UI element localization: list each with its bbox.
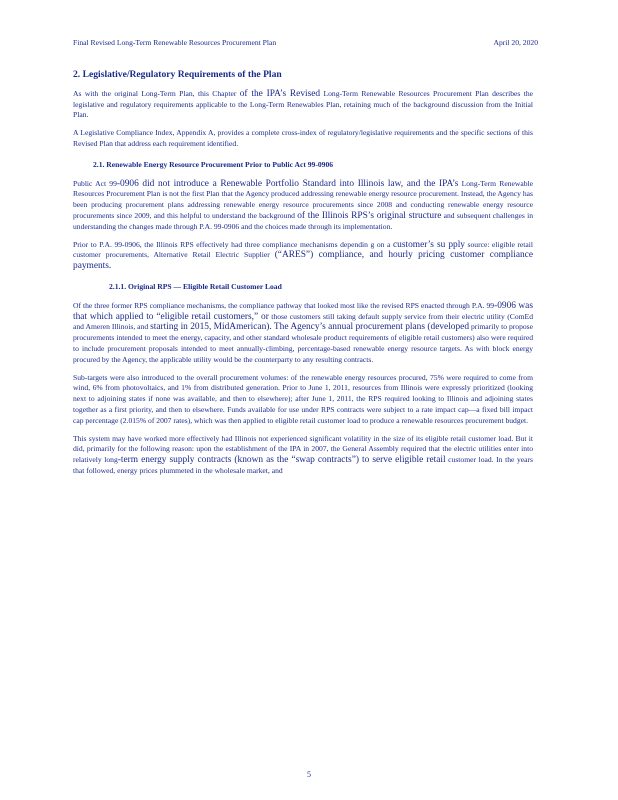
text-run: Long-Term Renewable Resources Procurement Plan is not the first Plan that the Agency produced addressing renewable energy resource procurement. Instead, the Agency has been producing procurement plans addressing renewable energy resource procurements since 2008 and conducting renewable energy resource procurements since 2009, and this helpful to understand the background xyxy=(73,178,533,220)
text-run: customer load. In the years that followed, energy prices plummeted in the wholesale market, and xyxy=(73,455,533,475)
subsubsection-paragraph-2: Sub-targets were also introduced to the overall procurement volumes: of the renewable energy resources procured, 75% were required to come from wind, 6% from photovoltaics, and 1% from distributed generation. Prior to June 1, 2011, resources from Illinois were expressly prioritized (looking next to adjoining states if none was available, and then to elsewhere); after June 1, 2011, the RPS required looking to Illinois and adjoining states together as a first priority, and then to elsewhere. Funds available for use under RPS contracts were subject to a rate impact cap—a fixed bill impact cap percentage (2.015% of 2007 rates), which was then applied to eligible retail customer load to produce a renewable resources procurement budget. xyxy=(73,372,533,425)
text-run-large: -0906 was that which applied to “eligible retail customers,” or xyxy=(73,300,533,322)
text-run-large: (“ARES”) compliance, and hourly pricing customer compliance payments. xyxy=(73,250,533,272)
text-run: As with the original Long-Term Plan, this Chapter xyxy=(73,88,240,98)
text-run: Of the three former RPS compliance mechanisms, the compliance pathway that looked most like the revised RPS enacted through P.A. 99 xyxy=(73,300,495,310)
subsection-heading: 2.1. Renewable Energy Resource Procurement Prior to Public Act 99-0906 xyxy=(93,159,334,169)
header-date: April 20, 2020 xyxy=(493,38,538,47)
text-run-large: -0906 did not introduce a Renewable Portfolio Standard into Illinois law, and the IPA’s xyxy=(116,178,459,189)
page-number: 5 xyxy=(307,770,311,779)
text-run: Public Act 99 xyxy=(73,178,117,188)
text-run: primarily to propose procurements intended to meet the energy, capacity, and other standard wholesale product requirements of eligible retail customers) also were required to include procurement proposals intended to meet annually-climbing, percentage-based renewable energy resource targets. As with block energy procured by the Agency, the applicable utility would be the counterparty to any resulting contracts. xyxy=(73,322,534,364)
text-run-large: starting in 2015, MidAmerican). The Agency’s annual procurement plans (developed xyxy=(150,322,470,333)
text-run: those customers still taking default supply service from their electric utility (ComEd and Ameren Illinois, and xyxy=(73,311,533,332)
text-run-large: of the Illinois RPS’s original structure xyxy=(297,210,442,221)
header-document-title: Final Revised Long-Term Renewable Resources Procurement Plan xyxy=(73,38,277,47)
text-run-large: -term energy supply contracts (known as the “swap contracts”) to serve eligible retail xyxy=(117,455,446,466)
text-run: source: eligible retail customer procurements, Alternative Retail Electric Supplier xyxy=(73,239,533,260)
subsubsection-paragraph-1 xyxy=(73,301,533,366)
running-header xyxy=(73,38,538,47)
text-run: Prior to P.A. 99-0906, the Illinois RPS effectively had three compliance mechanisms dependin g on a xyxy=(73,239,393,249)
text-run: Long-Term Renewable Resources Procurement Plan describes the legislative and regulatory requirements applicable to the Long-Term Renewables Plan, retaining much of the background discussion from the Initial Plan. xyxy=(73,88,534,120)
text-run: This system may have worked more effectively had Illinois not experienced significant volatility in the size of its eligible retail customer load. But it did, primarily for the following reason: upon the establishment of the IPA in 2007, the General Assembly required that the electric utilities enter into relatively long xyxy=(73,433,533,465)
document-body xyxy=(73,70,533,484)
subsubsection-heading: 2.1.1. Original RPS — Eligible Retail Customer Load xyxy=(109,281,282,291)
text-run-large: customer’s su pply xyxy=(392,239,465,250)
section-paragraph-2: A Legislative Compliance Index, Appendix A, provides a complete cross-index of regulatory/legislative requirements and the specific sections of this Revised Plan that address each requirement identified. xyxy=(73,128,533,148)
text-run-large: of the IPA’s Revised xyxy=(239,88,321,99)
subsubsection-paragraph-3 xyxy=(73,434,533,477)
section-heading: 2. Legislative/Regulatory Requirements of the Plan xyxy=(73,69,282,80)
text-run: and subsequent challenges in understanding the changes made through P.A. 99-0906 and the choices made through its implementation. xyxy=(73,210,533,231)
subsection-paragraph-1 xyxy=(73,179,533,233)
subsection-paragraph-2 xyxy=(73,240,533,272)
section-paragraph-1 xyxy=(73,89,533,121)
